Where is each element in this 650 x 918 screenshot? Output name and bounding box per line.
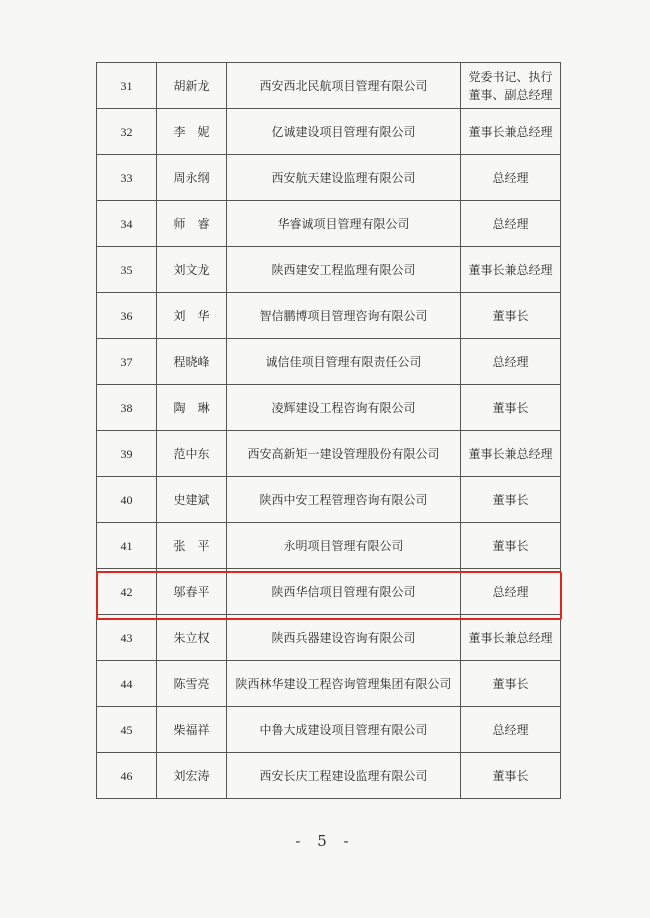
company-name-cell: 诚信佳项目管理有限责任公司 — [227, 339, 461, 385]
company-name-cell: 华睿诚项目管理有限公司 — [227, 201, 461, 247]
row-number-cell: 39 — [97, 431, 157, 477]
job-title-cell: 党委书记、执行董事、副总经理 — [461, 63, 561, 109]
person-name-cell: 刘宏涛 — [157, 753, 227, 799]
company-name-cell: 西安航天建设监理有限公司 — [227, 155, 461, 201]
row-number-cell: 44 — [97, 661, 157, 707]
row-number-cell: 37 — [97, 339, 157, 385]
job-title-cell: 董事长 — [461, 293, 561, 339]
table-row — [97, 661, 561, 707]
job-title-cell: 总经理 — [461, 707, 561, 753]
company-name-cell: 陕西林华建设工程咨询管理集团有限公司 — [227, 661, 461, 707]
person-name-cell: 范中东 — [157, 431, 227, 477]
person-name-cell: 朱立权 — [157, 615, 227, 661]
row-number-cell: 32 — [97, 109, 157, 155]
row-number-cell: 31 — [97, 63, 157, 109]
company-name-cell: 陕西兵器建设咨询有限公司 — [227, 615, 461, 661]
company-name-cell: 西安高新矩一建设管理股份有限公司 — [227, 431, 461, 477]
table-row — [97, 155, 561, 201]
person-name-cell: 胡新龙 — [157, 63, 227, 109]
table-row — [97, 431, 561, 477]
roster-table-body — [97, 63, 561, 799]
company-name-cell: 永明项目管理有限公司 — [227, 523, 461, 569]
job-title-cell: 董事长兼总经理 — [461, 615, 561, 661]
table-row — [97, 615, 561, 661]
job-title-cell: 董事长兼总经理 — [461, 109, 561, 155]
table-row — [97, 339, 561, 385]
job-title-cell: 董事长 — [461, 385, 561, 431]
row-number-cell: 36 — [97, 293, 157, 339]
page-number: - 5 - — [295, 832, 355, 850]
person-name-cell: 刘文龙 — [157, 247, 227, 293]
job-title-cell: 董事长 — [461, 523, 561, 569]
row-number-cell: 45 — [97, 707, 157, 753]
table-row — [97, 201, 561, 247]
company-name-cell: 陕西华信项目管理有限公司 — [227, 569, 461, 615]
job-title-cell: 董事长 — [461, 753, 561, 799]
company-name-cell: 智信鹏博项目管理咨询有限公司 — [227, 293, 461, 339]
job-title-cell: 总经理 — [461, 201, 561, 247]
person-name-cell: 程晓峰 — [157, 339, 227, 385]
row-number-cell: 34 — [97, 201, 157, 247]
table-row — [97, 63, 561, 109]
row-number-cell: 43 — [97, 615, 157, 661]
job-title-cell: 董事长 — [461, 661, 561, 707]
job-title-cell: 董事长兼总经理 — [461, 247, 561, 293]
table-row — [97, 707, 561, 753]
row-number-cell: 35 — [97, 247, 157, 293]
company-name-cell: 中鲁大成建设项目管理有限公司 — [227, 707, 461, 753]
table-row — [97, 109, 561, 155]
row-number-cell: 41 — [97, 523, 157, 569]
job-title-cell: 董事长 — [461, 477, 561, 523]
table-row — [97, 569, 561, 615]
person-name-cell: 师 睿 — [157, 201, 227, 247]
company-name-cell: 亿诚建设项目管理有限公司 — [227, 109, 461, 155]
person-name-cell: 刘 华 — [157, 293, 227, 339]
person-name-cell: 张 平 — [157, 523, 227, 569]
row-number-cell: 33 — [97, 155, 157, 201]
table-row — [97, 247, 561, 293]
company-name-cell: 西安西北民航项目管理有限公司 — [227, 63, 461, 109]
job-title-cell: 董事长兼总经理 — [461, 431, 561, 477]
roster-table — [96, 62, 561, 799]
job-title-cell: 总经理 — [461, 155, 561, 201]
row-number-cell: 40 — [97, 477, 157, 523]
person-name-cell: 柴福祥 — [157, 707, 227, 753]
company-name-cell: 凌辉建设工程咨询有限公司 — [227, 385, 461, 431]
company-name-cell: 西安长庆工程建设监理有限公司 — [227, 753, 461, 799]
table-row — [97, 477, 561, 523]
row-number-cell: 42 — [97, 569, 157, 615]
table-row — [97, 293, 561, 339]
person-name-cell: 陈雪亮 — [157, 661, 227, 707]
table-row — [97, 753, 561, 799]
person-name-cell: 史建斌 — [157, 477, 227, 523]
person-name-cell: 李 妮 — [157, 109, 227, 155]
job-title-cell: 总经理 — [461, 339, 561, 385]
table-row — [97, 385, 561, 431]
company-name-cell: 陕西中安工程管理咨询有限公司 — [227, 477, 461, 523]
company-name-cell: 陕西建安工程监理有限公司 — [227, 247, 461, 293]
person-name-cell: 周永纲 — [157, 155, 227, 201]
job-title-cell: 总经理 — [461, 569, 561, 615]
row-number-cell: 46 — [97, 753, 157, 799]
row-number-cell: 38 — [97, 385, 157, 431]
person-name-cell: 邬春平 — [157, 569, 227, 615]
person-name-cell: 陶 琳 — [157, 385, 227, 431]
table-row — [97, 523, 561, 569]
